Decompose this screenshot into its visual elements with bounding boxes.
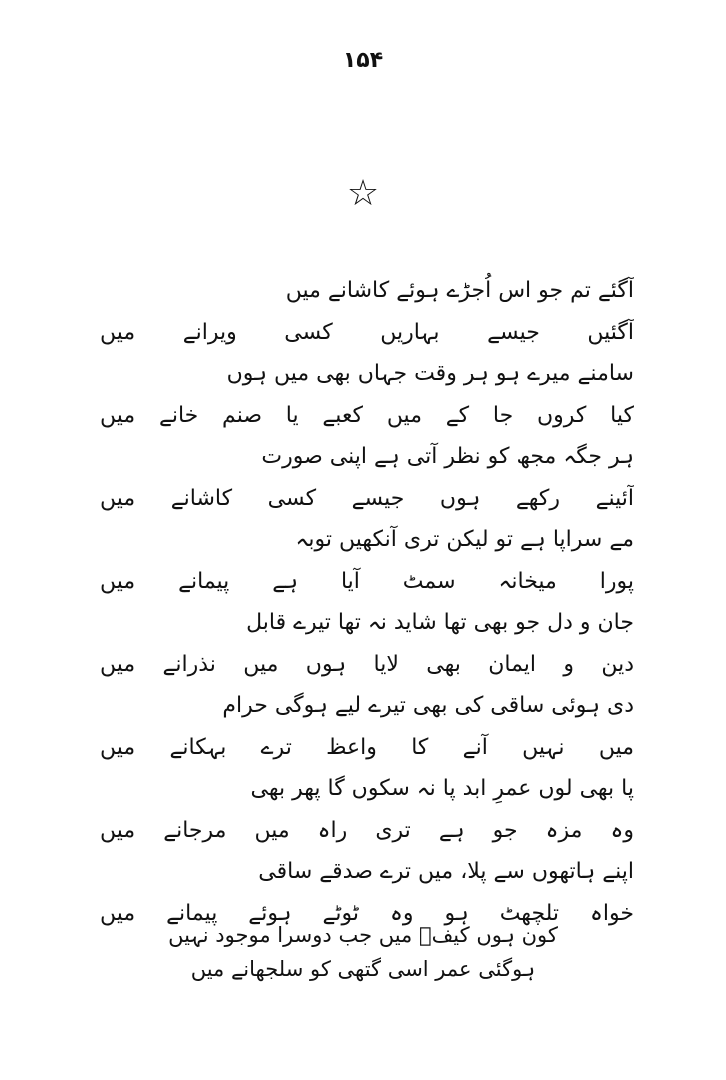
verse-line: پا بھی لوں عمرِ ابد پا نہ سکوں گا پھر بھی <box>250 776 634 801</box>
closing-couplet <box>0 918 726 986</box>
verse-line: جان و دل جو بھی تھا شاید نہ تھا تیرے قابل <box>246 610 634 635</box>
verse-line: میں نہیں آنے کا واعظ ترے بہکانے میں <box>100 734 634 760</box>
closing-verse-line: کون ہوں کیفؔ میں جب دوسرا موجود نہیں <box>168 923 558 947</box>
page-number: ۱۵۴ <box>342 48 384 73</box>
verse-line: دین و ایمان بھی لایا ہوں میں نذرانے میں <box>100 651 634 677</box>
verse-line: دی ہوئی ساقی کی بھی تیرے لیے ہوگی حرام <box>222 693 634 718</box>
verse-line: اپنے ہاتھوں سے پلا، میں ترے صدقے ساقی <box>258 859 634 884</box>
verse-line: کیا کروں جا کے میں کعبے یا صنم خانے میں <box>100 402 634 428</box>
verse-line: آگئیں جیسے بہاریں کسی ویرانے میں <box>100 319 634 345</box>
verse-line: ہر جگہ مجھ کو نظر آتی ہے اپنی صورت <box>261 444 634 469</box>
verse-line: خواہ تلچھٹ ہو وہ ٹوٹے ہوئے پیمانے میں <box>100 900 634 926</box>
verse-line: وہ مزہ جو ہے تری راہ میں مرجانے میں <box>100 817 634 843</box>
verse-line: مے سراپا ہے تو لیکن تری آنکھیں توبہ <box>295 527 634 552</box>
verse-line: پورا میخانہ سمٹ آیا ہے پیمانے میں <box>100 568 634 594</box>
star-ornament-icon: ☆ <box>346 173 380 214</box>
verse-line: آئینے رکھے ہوں جیسے کسی کاشانے میں <box>100 485 634 511</box>
closing-verse-line: ہوگئی عمر اسی گتھی کو سلجھانے میں <box>190 957 536 981</box>
ghazal-body <box>100 270 634 934</box>
verse-line: سامنے میرے ہو ہر وقت جہاں بھی میں ہوں <box>226 361 634 386</box>
verse-line: آگئے تم جو اس اُجڑے ہوئے کاشانے میں <box>285 278 634 303</box>
